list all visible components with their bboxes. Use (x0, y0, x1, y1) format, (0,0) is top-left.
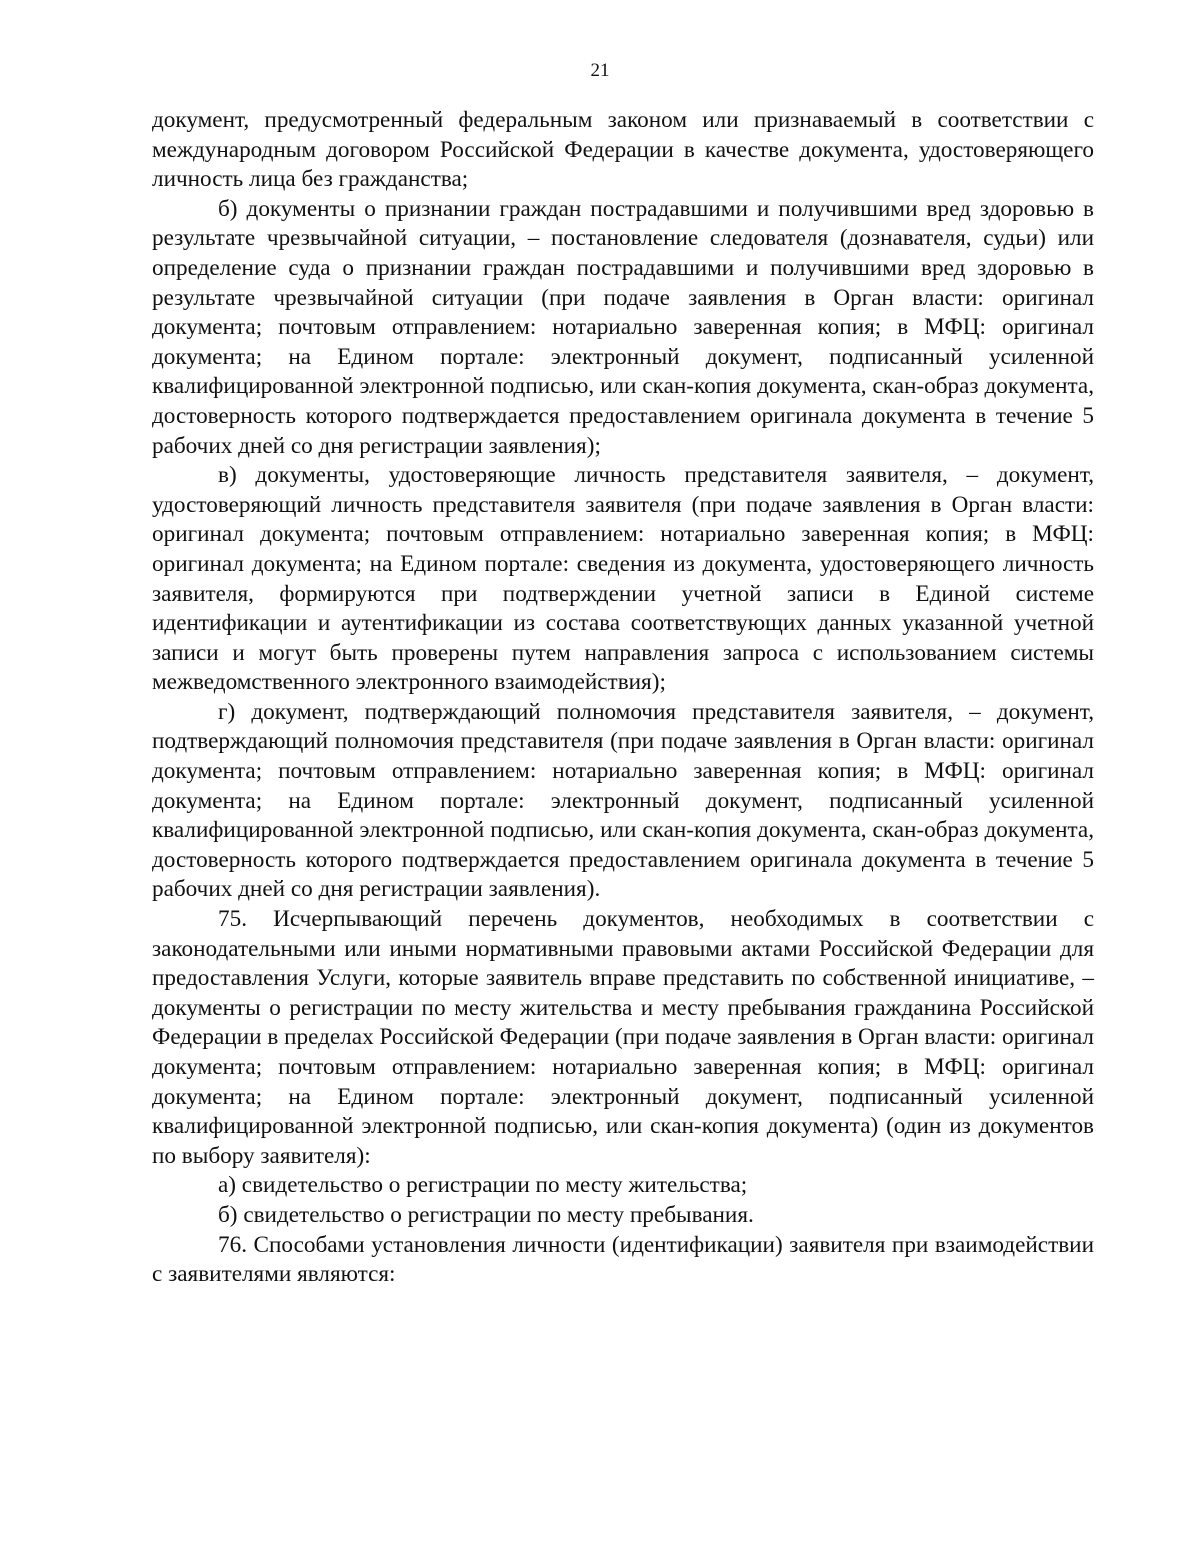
paragraph-item-a: а) свидетельство о регистрации по месту жительства; (218, 1172, 748, 1199)
paragraph-item-b: б) документы о признании граждан пострадавшими и получившими вред здоровью в результате чрезвычайной ситуации, – постановление следователя (дознавателя, судьи) или определение суда о признании граждан пострадавшими и получившими вред здоровью в результате чрезвычайной ситуации (при подаче заявления в Орган власти: оригинал документа; почтовым отправлением: нотариально заверенная копия; в МФЦ: оригинал документа; на Едином портале: электронный документ, подписанный усиленной квалифицированной электронной подписью, или скан-копия документа, скан-образ документа, достоверность которого подтверждается предоставлением оригинала документа в течение 5 рабочих дней со дня регистрации заявления); (152, 195, 1094, 459)
paragraph-75: 75. Исчерпывающий перечень документов, необходимых в соответствии с законодательными или иными нормативными правовыми актами Российской Федерации для предоставления Услуги, которые заявитель вправе представить по собственной инициативе, – документы о регистрации по месту жительства и месту пребывания гражданина Российской Федерации в пределах Российской Федерации (при подаче заявления в Орган власти: оригинал документа; почтовым отправлением: нотариально заверенная копия; в МФЦ: оригинал документа; на Едином портале: электронный документ, подписанный усиленной квалифицированной электронной подписью, или скан-копия документа) (один из документов по выбору заявителя): (152, 906, 1094, 1169)
paragraph-item-b2: б) свидетельство о регистрации по месту пребывания. (218, 1201, 754, 1228)
paragraph-continuation: документ, предусмотренный федеральным законом или признаваемый в соответствии с международным договором Российской Федерации в качестве документа, удостоверяющего личность лица без гражданства; (152, 107, 1094, 193)
page-number: 21 (590, 60, 610, 81)
document-body (152, 106, 1094, 1290)
paragraph-76: 76. Способами установления личности (идентификации) заявителя при взаимодействии с заявителями являются: (152, 1231, 1094, 1288)
paragraph-item-g: г) документ, подтверждающий полномочия представителя заявителя, – документ, подтверждающий полномочия представителя (при подаче заявления в Орган власти: оригинал документа; почтовым отправлением: нотариально заверенная копия; в МФЦ: оригинал документа; на Едином портале: электронный документ, подписанный усиленной квалифицированной электронной подписью, или скан-копия документа, скан-образ документа, достоверность которого подтверждается предоставлением оригинала документа в течение 5 рабочих дней со дня регистрации заявления). (152, 698, 1094, 903)
paragraph-item-v: в) документы, удостоверяющие личность представителя заявителя, – документ, удостоверяющий личность представителя заявителя (при подаче заявления в Орган власти: оригинал документа; почтовым отправлением: нотариально заверенная копия; в МФЦ: оригинал документа; на Едином портале: сведения из документа, удостоверяющего личность заявителя, формируются при подтверждении учетной записи в Единой системе идентификации и аутентификации из состава соответствующих данных указанной учетной записи и могут быть проверены путем направления запроса с использованием системы межведомственного электронного взаимодействия); (152, 462, 1094, 696)
